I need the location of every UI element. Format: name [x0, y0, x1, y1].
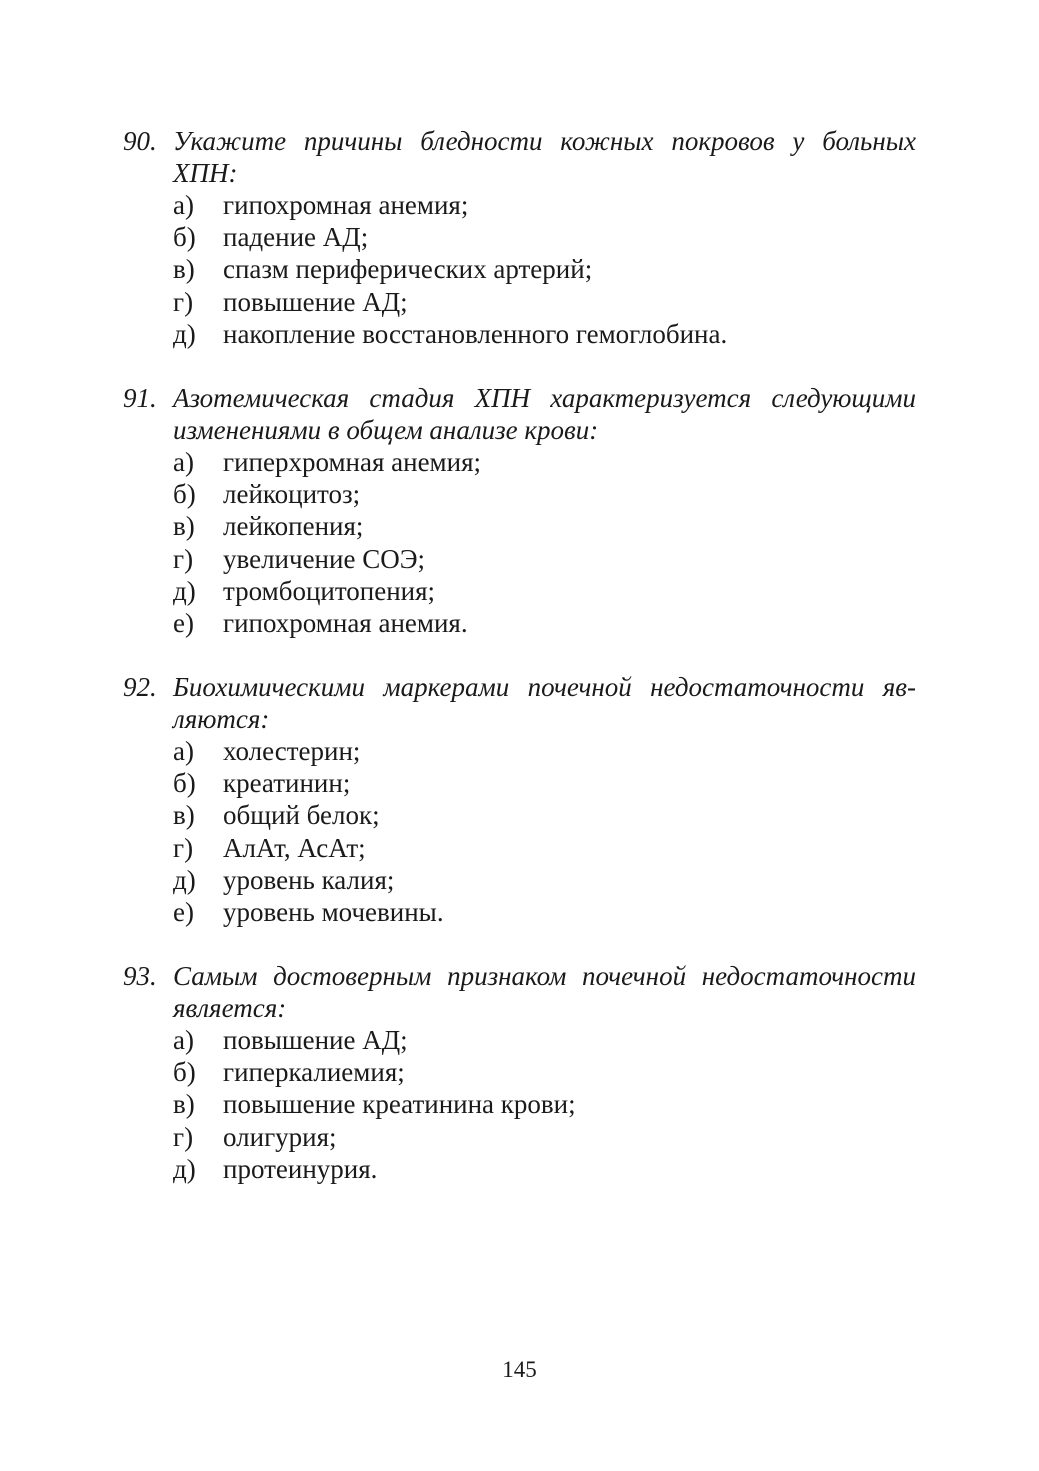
question-text [173, 960, 916, 1024]
question-text-line: Укажите причины бледности кожных покровов у больных [173, 126, 916, 156]
option-letter: в) [173, 511, 195, 542]
answer-option [173, 1121, 916, 1153]
option-letter: д) [173, 318, 196, 349]
option-text: повышение АД; [223, 286, 408, 317]
question-text-line: Азотемическая стадия ХПН характеризуется следующими [173, 383, 916, 413]
question-text-line: ХПН: [173, 158, 238, 188]
question-heading [123, 960, 916, 1024]
option-text: лейкопения; [223, 511, 364, 542]
answer-option [173, 510, 916, 542]
answer-option [173, 221, 916, 253]
option-text: повышение АД; [223, 1025, 408, 1055]
question-heading [123, 125, 916, 189]
option-text: олигурия; [223, 1121, 337, 1152]
question-heading [123, 671, 916, 735]
answer-option [173, 478, 916, 510]
option-letter: г) [173, 543, 194, 574]
answer-option [173, 1153, 916, 1185]
answer-option [173, 286, 916, 318]
question-number: 91. [123, 383, 157, 413]
option-letter: г) [173, 832, 194, 863]
option-letter: в) [173, 254, 195, 285]
option-text: падение АД; [223, 222, 369, 253]
answer-option [173, 1088, 916, 1120]
question-text [173, 382, 916, 446]
question-text-line: является: [173, 993, 287, 1023]
question-92 [123, 671, 916, 928]
option-text: увеличение СОЭ; [223, 543, 426, 574]
question-number: 90. [123, 126, 157, 156]
option-letter: в) [173, 800, 195, 831]
answer-options [123, 189, 916, 350]
option-letter: б) [173, 222, 196, 253]
option-text: тромбоцитопения; [223, 575, 436, 606]
option-text: уровень мочевины. [223, 897, 444, 928]
question-text-line: изменениями в общем анализе крови: [173, 415, 599, 445]
answer-option [173, 318, 916, 350]
option-text: общий белок; [223, 800, 380, 831]
answer-option [173, 189, 916, 221]
option-letter: г) [173, 1121, 194, 1152]
option-letter: б) [173, 479, 196, 510]
option-letter: в) [173, 1089, 195, 1120]
answer-option [173, 607, 916, 639]
option-letter: а) [173, 447, 194, 477]
option-letter: а) [173, 1025, 194, 1055]
option-text: гипохромная анемия; [223, 190, 469, 220]
question-heading [123, 382, 916, 446]
question-text [173, 671, 916, 735]
option-letter: а) [173, 736, 194, 766]
answer-options [123, 735, 916, 928]
question-number: 92. [123, 672, 157, 702]
option-text: креатинин; [223, 768, 351, 799]
answer-option [173, 735, 916, 767]
answer-option [173, 832, 916, 864]
option-letter: г) [173, 286, 194, 317]
question-text [173, 125, 916, 189]
question-text-line: Самым достоверным признаком почечной недостаточности [173, 961, 916, 991]
option-text: гиперхромная анемия; [223, 447, 482, 477]
answer-option [173, 543, 916, 575]
page-number: 145 [502, 1357, 537, 1382]
question-90 [123, 125, 916, 350]
question-text-line: Биохимическими маркерами почечной недостаточности яв- [173, 672, 916, 702]
option-text: гиперкалиемия; [223, 1057, 405, 1088]
option-text: гипохромная анемия. [223, 608, 468, 639]
answer-option [173, 799, 916, 831]
option-text: уровень калия; [223, 864, 395, 895]
option-letter: б) [173, 1057, 196, 1088]
option-letter: д) [173, 575, 196, 606]
answer-option [173, 253, 916, 285]
question-text-line: ляются: [173, 704, 270, 734]
question-91 [123, 382, 916, 639]
option-text: повышение креатинина крови; [223, 1089, 576, 1120]
option-letter: д) [173, 1153, 196, 1184]
answer-option [173, 446, 916, 478]
answer-option [173, 864, 916, 896]
question-93 [123, 960, 916, 1185]
answer-option [173, 896, 916, 928]
option-letter: е) [173, 608, 194, 639]
answer-options [123, 1024, 916, 1185]
answer-option [173, 1056, 916, 1088]
option-text: протеинурия. [223, 1153, 378, 1184]
option-text: лейкоцитоз; [223, 479, 361, 510]
option-text: накопление восстановленного гемоглобина. [223, 318, 728, 349]
option-letter: е) [173, 897, 194, 928]
answer-option [173, 1024, 916, 1056]
option-letter: д) [173, 864, 196, 895]
answer-options [123, 446, 916, 639]
question-number: 93. [123, 961, 157, 991]
option-letter: а) [173, 190, 194, 220]
option-text: спазм периферических артерий; [223, 254, 593, 285]
answer-option [173, 767, 916, 799]
option-text: АлАт, АсАт; [223, 832, 366, 863]
option-letter: б) [173, 768, 196, 799]
option-text: холестерин; [223, 736, 361, 766]
answer-option [173, 575, 916, 607]
